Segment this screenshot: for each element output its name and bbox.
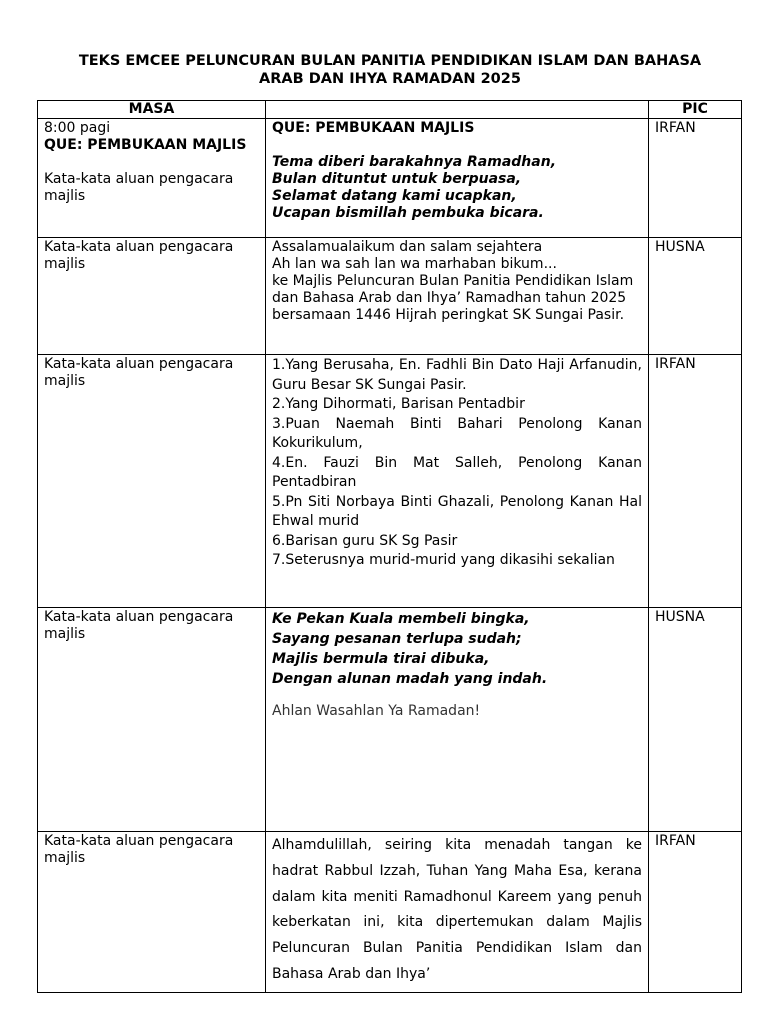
content-line: Ah lan wa sah lan wa marhaban bikum...	[272, 256, 557, 272]
title-line-1: TEKS EMCEE PELUNCURAN BULAN PANITIA PENDIDIKAN ISLAM DAN BAHASA	[78, 53, 702, 69]
document-title	[40, 52, 740, 88]
list-item: 2.Yang Dihormati, Barisan Pentadbir	[272, 396, 525, 412]
pic-cell: HUSNA	[649, 238, 742, 355]
header-masa: MASA	[38, 101, 266, 119]
list-item: 1.Yang Berusaha, En. Fadhli Bin Dato Haji Arfanudin, Guru Besar SK Sungai Pasir.	[272, 357, 642, 393]
pantun-line: Sayang pesanan terlupa sudah;	[272, 631, 522, 647]
masa-cell	[38, 119, 266, 238]
pic-cell: HUSNA	[649, 608, 742, 832]
pantun-line: Ucapan bismillah pembuka bicara.	[272, 205, 544, 221]
content-cell	[266, 608, 649, 832]
masa-desc: Kata-kata aluan pengacara majlis	[44, 609, 234, 642]
table-row	[38, 832, 742, 993]
content-line: ke Majlis Peluncuran Bulan Panitia Pendidikan Islam dan Bahasa Arab dan Ihya’ Ramadhan tahun 2025 bersamaan 1446 Hijrah peringkat SK Sungai Pasir.	[272, 273, 634, 323]
table-row	[38, 355, 742, 608]
content-cell	[266, 355, 649, 608]
pantun-line: Ke Pekan Kuala membeli bingka,	[272, 611, 530, 627]
content-paragraph: Alhamdulillah, seiring kita menadah tangan ke hadrat Rabbul Izzah, Tuhan Yang Maha Esa, kerana dalam kita meniti Ramadhonul Kareem yang penuh keberkatan ini, kita dipertemukan dalam Majlis Peluncuran Bulan Panitia Pendidikan Islam dan Bahasa Arab dan Ihya’	[272, 837, 642, 982]
list-item: 3.Puan Naemah Binti Bahari Penolong Kanan Kokurikulum,	[272, 415, 642, 451]
content-cell	[266, 119, 649, 238]
list-item: 4.En. Fauzi Bin Mat Salleh, Penolong Kanan Pentadbiran	[272, 454, 642, 490]
pic-cell: IRFAN	[649, 832, 742, 993]
masa-cell	[38, 832, 266, 993]
masa-cell	[38, 238, 266, 355]
content-line: Assalamualaikum dan salam sejahtera	[272, 239, 543, 255]
table-row	[38, 119, 742, 238]
table-row	[38, 238, 742, 355]
masa-time: 8:00 pagi	[44, 120, 111, 136]
content-cell	[266, 832, 649, 993]
closing-greeting: Ahlan Wasahlan Ya Ramadan!	[272, 703, 481, 719]
pic-cell: IRFAN	[649, 119, 742, 238]
header-pic: PIC	[649, 101, 742, 119]
content-cell	[266, 238, 649, 355]
masa-desc: Kata-kata aluan pengacara majlis	[44, 833, 234, 866]
pantun-line: Bulan dituntut untuk berpuasa,	[272, 171, 522, 187]
masa-cell	[38, 608, 266, 832]
pic-cell: IRFAN	[649, 355, 742, 608]
masa-desc: Kata-kata aluan pengacara majlis	[44, 239, 234, 272]
title-line-2: ARAB DAN IHYA RAMADAN 2025	[259, 71, 521, 87]
pantun-line: Selamat datang kami ucapkan,	[272, 188, 517, 204]
list-item: 5.Pn Siti Norbaya Binti Ghazali, Penolong Kanan Hal Ehwal murid	[272, 493, 642, 529]
header-content	[266, 101, 649, 119]
emcee-script-table	[37, 100, 742, 993]
pantun-line: Majlis bermula tirai dibuka,	[272, 651, 490, 667]
masa-cell	[38, 355, 266, 608]
que-heading: QUE: PEMBUKAAN MAJLIS	[272, 120, 475, 136]
list-item: 7.Seterusnya murid-murid yang dikasihi sekalian	[272, 552, 615, 568]
pantun-line: Tema diberi barakahnya Ramadhan,	[272, 154, 557, 170]
pantun-line: Dengan alunan madah yang indah.	[272, 671, 548, 687]
masa-que: QUE: PEMBUKAAN MAJLIS	[44, 137, 247, 153]
header-row	[38, 101, 742, 119]
masa-desc: Kata-kata aluan pengacara majlis	[44, 356, 234, 389]
masa-desc: Kata-kata aluan pengacara majlis	[44, 171, 234, 204]
table-row	[38, 608, 742, 832]
list-item: 6.Barisan guru SK Sg Pasir	[272, 532, 458, 549]
